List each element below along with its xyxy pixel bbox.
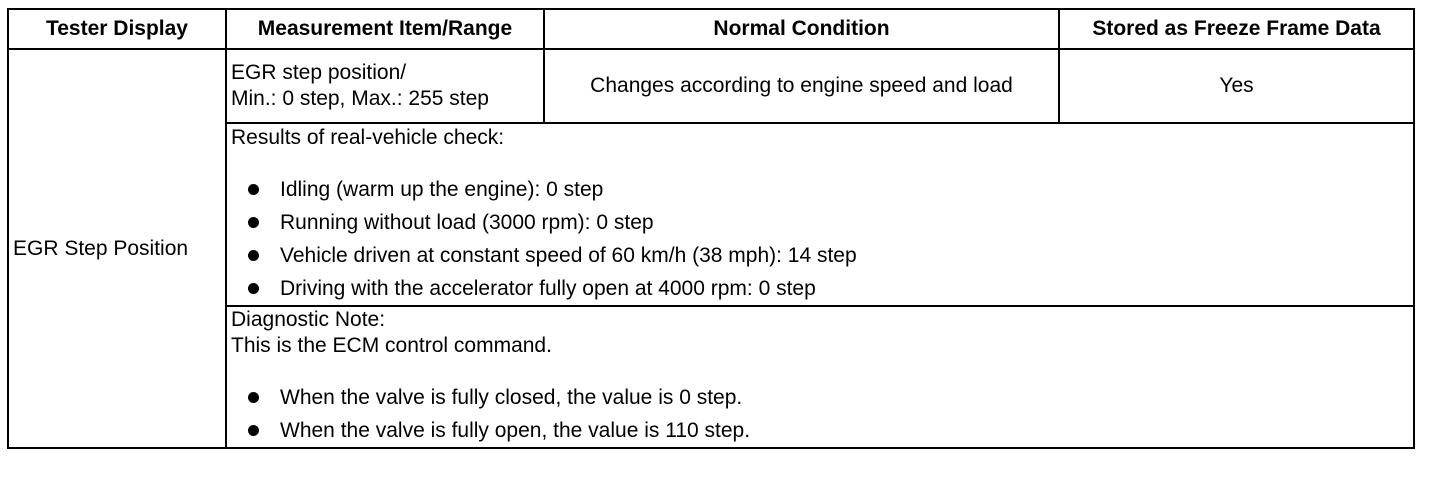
list-item bbox=[231, 173, 1409, 206]
bullet-icon bbox=[248, 392, 259, 403]
bullet-icon bbox=[248, 217, 259, 228]
results-list bbox=[231, 173, 1409, 305]
bullet-icon bbox=[248, 283, 259, 294]
list-item-text: Driving with the accelerator fully open at 4000 rpm: 0 step bbox=[280, 276, 816, 300]
header-row bbox=[8, 9, 1414, 49]
data-list-table bbox=[7, 8, 1415, 449]
bullet-icon bbox=[248, 250, 259, 261]
list-item bbox=[231, 239, 1409, 272]
list-item bbox=[231, 272, 1409, 305]
diagnostic-note-heading: Diagnostic Note: bbox=[231, 308, 386, 331]
header-tester-display: Tester Display bbox=[8, 9, 226, 49]
results-heading: Results of real-vehicle check: bbox=[231, 125, 505, 149]
list-item bbox=[231, 414, 1409, 447]
list-item bbox=[231, 381, 1409, 414]
header-normal-condition: Normal Condition bbox=[544, 9, 1059, 49]
list-item-text: Idling (warm up the engine): 0 step bbox=[280, 177, 604, 201]
freeze-frame-cell: Yes bbox=[1059, 49, 1414, 123]
header-measurement-item: Measurement Item/Range bbox=[226, 9, 544, 49]
tester-display-cell: EGR Step Position bbox=[8, 49, 226, 448]
list-item-text: When the valve is fully open, the value is 110 step. bbox=[280, 419, 751, 442]
bullet-icon bbox=[248, 184, 259, 195]
measurement-range-line: Min.: 0 step, Max.: 255 step bbox=[231, 87, 489, 110]
table-row bbox=[8, 49, 1414, 123]
list-item-text: When the valve is fully closed, the value is 0 step. bbox=[280, 386, 743, 409]
data-list-table-container bbox=[7, 8, 1413, 449]
header-freeze-frame: Stored as Freeze Frame Data bbox=[1059, 9, 1414, 49]
list-item-text: Running without load (3000 rpm): 0 step bbox=[280, 210, 654, 234]
diagnostic-note-list bbox=[231, 381, 1409, 447]
bullet-icon bbox=[248, 425, 259, 436]
list-item-text: Vehicle driven at constant speed of 60 km/h (38 mph): 14 step bbox=[280, 243, 857, 267]
spacer bbox=[231, 359, 1409, 381]
measurement-item-line: EGR step position/ bbox=[231, 61, 407, 84]
measurement-item-cell bbox=[226, 49, 544, 123]
diagnostic-note-text: This is the ECM control command. bbox=[231, 334, 552, 357]
normal-condition-cell: Changes according to engine speed and load bbox=[544, 49, 1059, 123]
diagnostic-note-cell bbox=[226, 306, 1414, 448]
spacer bbox=[231, 151, 1409, 173]
list-item bbox=[231, 206, 1409, 239]
results-cell bbox=[226, 123, 1414, 306]
